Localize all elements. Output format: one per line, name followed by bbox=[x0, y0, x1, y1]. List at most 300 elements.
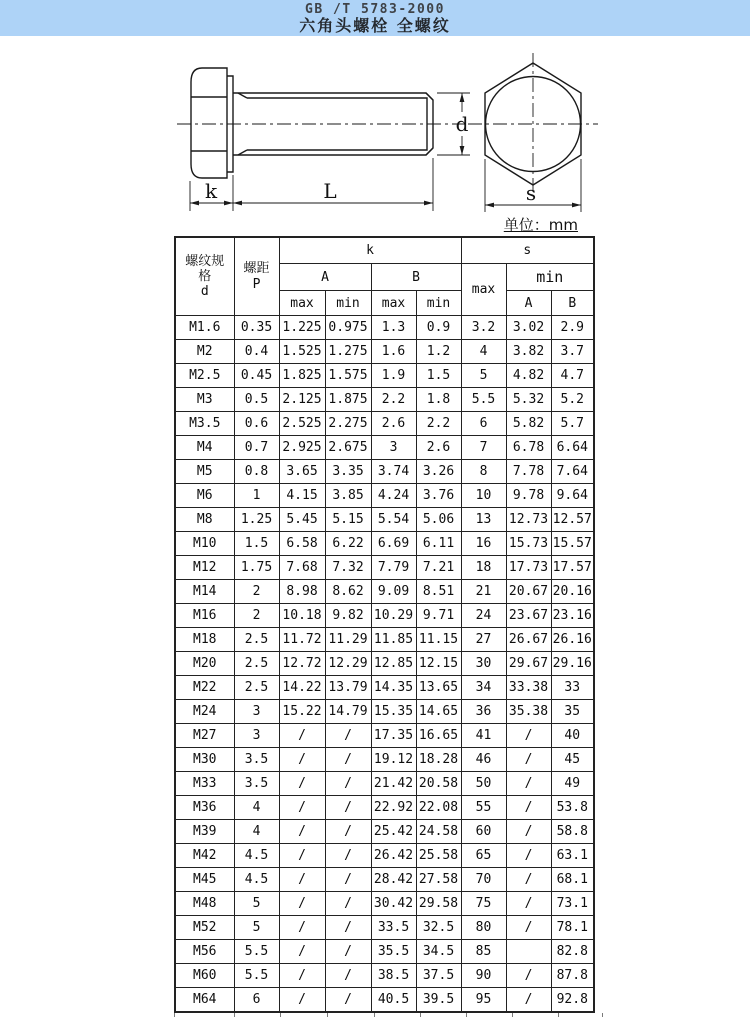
cell-k-b-max: 30.42 bbox=[371, 892, 416, 916]
table-row bbox=[175, 556, 594, 580]
cell-s-min-b: 33 bbox=[551, 676, 594, 700]
cell-s-max: 8 bbox=[461, 460, 506, 484]
cell-k-a-min: 1.575 bbox=[325, 364, 371, 388]
cell-k-a-min: / bbox=[325, 940, 371, 964]
cell-k-a-min: / bbox=[325, 844, 371, 868]
cell-k-a-max: / bbox=[279, 748, 325, 772]
cell-p: 0.6 bbox=[234, 412, 279, 436]
cell-k-a-max: 12.72 bbox=[279, 652, 325, 676]
cell-k-b-min: 1.5 bbox=[416, 364, 461, 388]
cell-k-b-max: 7.79 bbox=[371, 556, 416, 580]
cell-d: M52 bbox=[175, 916, 234, 940]
cell-s-min-b: 5.2 bbox=[551, 388, 594, 412]
cell-k-a-min: 13.79 bbox=[325, 676, 371, 700]
cell-s-min-b: 58.8 bbox=[551, 820, 594, 844]
cell-k-a-max: / bbox=[279, 964, 325, 988]
cell-k-a-min: / bbox=[325, 916, 371, 940]
cell-d: M20 bbox=[175, 652, 234, 676]
page-title: 六角头螺栓 全螺纹 bbox=[299, 16, 451, 35]
cell-d: M45 bbox=[175, 868, 234, 892]
cell-s-max: 4 bbox=[461, 340, 506, 364]
cell-p: 2 bbox=[234, 580, 279, 604]
cell-p: 3.5 bbox=[234, 748, 279, 772]
cell-s-min-a bbox=[506, 940, 551, 964]
cell-k-b-max: 15.35 bbox=[371, 700, 416, 724]
cell-p: 0.35 bbox=[234, 316, 279, 340]
table-row bbox=[175, 844, 594, 868]
cell-d: M6 bbox=[175, 484, 234, 508]
cell-s-min-b: 63.1 bbox=[551, 844, 594, 868]
col-group-s: s bbox=[461, 237, 594, 264]
cell-k-b-max: 26.42 bbox=[371, 844, 416, 868]
cell-s-max: 18 bbox=[461, 556, 506, 580]
cell-d: M30 bbox=[175, 748, 234, 772]
cell-p: 2.5 bbox=[234, 652, 279, 676]
cut-off-row-ticks bbox=[174, 1013, 603, 1017]
cell-k-a-max: / bbox=[279, 772, 325, 796]
col-group-k: k bbox=[279, 237, 461, 264]
cell-k-b-min: 9.71 bbox=[416, 604, 461, 628]
cell-k-b-max: 3 bbox=[371, 436, 416, 460]
cell-k-a-max: / bbox=[279, 820, 325, 844]
cell-s-max: 80 bbox=[461, 916, 506, 940]
table-row bbox=[175, 676, 594, 700]
cell-d: M39 bbox=[175, 820, 234, 844]
cell-k-b-min: 16.65 bbox=[416, 724, 461, 748]
cell-k-a-min: / bbox=[325, 724, 371, 748]
cell-k-a-max: / bbox=[279, 988, 325, 1013]
cell-p: 0.4 bbox=[234, 340, 279, 364]
bolt-side-view bbox=[177, 68, 479, 211]
cell-k-b-max: 14.35 bbox=[371, 676, 416, 700]
cell-s-min-b: 78.1 bbox=[551, 916, 594, 940]
cell-s-min-a: 26.67 bbox=[506, 628, 551, 652]
cell-k-b-min: 39.5 bbox=[416, 988, 461, 1013]
cell-p: 5 bbox=[234, 892, 279, 916]
hex-head-end-view bbox=[468, 53, 598, 212]
cell-k-a-min: 3.35 bbox=[325, 460, 371, 484]
table-row bbox=[175, 772, 594, 796]
table-row bbox=[175, 508, 594, 532]
spec-line-2: 格 bbox=[198, 268, 212, 284]
cell-k-a-min: 1.875 bbox=[325, 388, 371, 412]
cell-k-b-min: 3.26 bbox=[416, 460, 461, 484]
cell-k-a-max: 11.72 bbox=[279, 628, 325, 652]
cell-k-b-max: 4.24 bbox=[371, 484, 416, 508]
cell-k-b-max: 1.6 bbox=[371, 340, 416, 364]
cell-s-min-a: / bbox=[506, 724, 551, 748]
cell-s-max: 65 bbox=[461, 844, 506, 868]
cell-p: 5.5 bbox=[234, 940, 279, 964]
cell-k-b-max: 3.74 bbox=[371, 460, 416, 484]
cell-k-b-max: 5.54 bbox=[371, 508, 416, 532]
cell-d: M5 bbox=[175, 460, 234, 484]
unit-note: 单位：mm bbox=[503, 216, 578, 234]
cell-p: 4.5 bbox=[234, 844, 279, 868]
cell-s-min-a: 6.78 bbox=[506, 436, 551, 460]
cell-s-max: 27 bbox=[461, 628, 506, 652]
cell-s-min-b: 20.16 bbox=[551, 580, 594, 604]
cell-s-max: 41 bbox=[461, 724, 506, 748]
cell-s-min-a: 29.67 bbox=[506, 652, 551, 676]
cell-k-b-min: 0.9 bbox=[416, 316, 461, 340]
table-row bbox=[175, 388, 594, 412]
cell-k-a-max: 10.18 bbox=[279, 604, 325, 628]
table-row bbox=[175, 868, 594, 892]
cell-k-a-max: / bbox=[279, 892, 325, 916]
cell-d: M16 bbox=[175, 604, 234, 628]
cell-s-min-a: / bbox=[506, 820, 551, 844]
cell-d: M12 bbox=[175, 556, 234, 580]
cell-s-max: 21 bbox=[461, 580, 506, 604]
cell-k-a-min: 14.79 bbox=[325, 700, 371, 724]
cell-s-min-a: 4.82 bbox=[506, 364, 551, 388]
spec-line-1: 螺纹规 bbox=[185, 253, 225, 269]
cell-k-a-max: / bbox=[279, 796, 325, 820]
cell-s-min-a: / bbox=[506, 988, 551, 1013]
cell-s-min-a: 33.38 bbox=[506, 676, 551, 700]
cell-s-max: 75 bbox=[461, 892, 506, 916]
cell-s-min-a: 5.82 bbox=[506, 412, 551, 436]
table-row bbox=[175, 892, 594, 916]
cell-k-a-min: 3.85 bbox=[325, 484, 371, 508]
cell-s-max: 55 bbox=[461, 796, 506, 820]
cell-s-min-a: / bbox=[506, 916, 551, 940]
col-header-pitch bbox=[234, 237, 279, 316]
cell-s-min-a: 9.78 bbox=[506, 484, 551, 508]
cell-k-a-min: 7.32 bbox=[325, 556, 371, 580]
cell-k-b-min: 25.58 bbox=[416, 844, 461, 868]
cell-k-a-min: 2.275 bbox=[325, 412, 371, 436]
table-row bbox=[175, 988, 594, 1013]
table-row bbox=[175, 364, 594, 388]
col-header-thread-spec bbox=[175, 237, 234, 316]
cell-s-min-b: 7.64 bbox=[551, 460, 594, 484]
cell-k-b-min: 32.5 bbox=[416, 916, 461, 940]
table-row bbox=[175, 652, 594, 676]
cell-k-a-min: / bbox=[325, 988, 371, 1013]
cell-p: 2.5 bbox=[234, 676, 279, 700]
cell-s-min-b: 87.8 bbox=[551, 964, 594, 988]
cell-k-b-max: 17.35 bbox=[371, 724, 416, 748]
cell-k-b-min: 1.2 bbox=[416, 340, 461, 364]
cell-k-b-min: 2.2 bbox=[416, 412, 461, 436]
cell-k-b-min: 12.15 bbox=[416, 652, 461, 676]
cell-k-b-min: 3.76 bbox=[416, 484, 461, 508]
cell-s-max: 7 bbox=[461, 436, 506, 460]
cell-k-a-min: / bbox=[325, 772, 371, 796]
cell-k-b-min: 37.5 bbox=[416, 964, 461, 988]
table-row bbox=[175, 820, 594, 844]
cell-k-b-min: 22.08 bbox=[416, 796, 461, 820]
spec-table bbox=[174, 236, 595, 1013]
pitch-line-1: 螺距 bbox=[243, 261, 270, 277]
cell-s-min-b: 40 bbox=[551, 724, 594, 748]
cell-k-b-min: 27.58 bbox=[416, 868, 461, 892]
cell-k-b-min: 1.8 bbox=[416, 388, 461, 412]
cell-s-max: 95 bbox=[461, 988, 506, 1013]
cell-k-a-min: 8.62 bbox=[325, 580, 371, 604]
table-row bbox=[175, 484, 594, 508]
cell-k-b-max: 25.42 bbox=[371, 820, 416, 844]
cell-k-b-min: 11.15 bbox=[416, 628, 461, 652]
cell-d: M3 bbox=[175, 388, 234, 412]
cell-d: M2 bbox=[175, 340, 234, 364]
cell-s-max: 30 bbox=[461, 652, 506, 676]
cell-k-b-max: 40.5 bbox=[371, 988, 416, 1013]
cell-k-a-min: 9.82 bbox=[325, 604, 371, 628]
cell-k-a-max: / bbox=[279, 916, 325, 940]
cell-s-min-b: 17.57 bbox=[551, 556, 594, 580]
cell-p: 2 bbox=[234, 604, 279, 628]
cell-k-a-min: 11.29 bbox=[325, 628, 371, 652]
cell-d: M14 bbox=[175, 580, 234, 604]
cell-k-a-max: 2.125 bbox=[279, 388, 325, 412]
cell-k-b-max: 1.3 bbox=[371, 316, 416, 340]
cell-k-b-min: 24.58 bbox=[416, 820, 461, 844]
cell-d: M10 bbox=[175, 532, 234, 556]
cell-d: M18 bbox=[175, 628, 234, 652]
cell-k-a-min: 5.15 bbox=[325, 508, 371, 532]
cell-s-max: 34 bbox=[461, 676, 506, 700]
cell-s-min-a: / bbox=[506, 772, 551, 796]
col-header-k-b-min: min bbox=[416, 291, 461, 316]
cell-k-a-max: 5.45 bbox=[279, 508, 325, 532]
col-group-k-A: A bbox=[279, 264, 371, 291]
table-row bbox=[175, 316, 594, 340]
cell-p: 0.8 bbox=[234, 460, 279, 484]
cell-k-b-max: 9.09 bbox=[371, 580, 416, 604]
cell-p: 3 bbox=[234, 724, 279, 748]
cell-p: 1 bbox=[234, 484, 279, 508]
cell-k-b-min: 6.11 bbox=[416, 532, 461, 556]
table-header-row-1 bbox=[175, 237, 594, 264]
cell-s-min-b: 5.7 bbox=[551, 412, 594, 436]
cell-s-max: 46 bbox=[461, 748, 506, 772]
cell-s-min-a: / bbox=[506, 964, 551, 988]
col-header-s-min-a: A bbox=[506, 291, 551, 316]
cell-s-max: 36 bbox=[461, 700, 506, 724]
col-header-k-a-min: min bbox=[325, 291, 371, 316]
cell-k-a-max: 7.68 bbox=[279, 556, 325, 580]
cell-s-min-b: 49 bbox=[551, 772, 594, 796]
cell-d: M3.5 bbox=[175, 412, 234, 436]
cell-k-b-max: 12.85 bbox=[371, 652, 416, 676]
cell-d: M56 bbox=[175, 940, 234, 964]
spec-line-3: d bbox=[200, 284, 209, 300]
cell-d: M33 bbox=[175, 772, 234, 796]
cell-d: M22 bbox=[175, 676, 234, 700]
cell-p: 1.25 bbox=[234, 508, 279, 532]
standard-header-strip bbox=[0, 0, 750, 36]
table-row bbox=[175, 700, 594, 724]
cell-d: M42 bbox=[175, 844, 234, 868]
cell-k-a-max: 4.15 bbox=[279, 484, 325, 508]
cell-k-b-max: 19.12 bbox=[371, 748, 416, 772]
cell-k-a-min: / bbox=[325, 964, 371, 988]
cell-p: 3 bbox=[234, 700, 279, 724]
cell-k-b-max: 21.42 bbox=[371, 772, 416, 796]
cell-k-a-min: / bbox=[325, 796, 371, 820]
cell-s-min-b: 82.8 bbox=[551, 940, 594, 964]
cell-d: M27 bbox=[175, 724, 234, 748]
cell-s-max: 5.5 bbox=[461, 388, 506, 412]
col-group-s-min: min bbox=[506, 264, 594, 291]
cell-s-min-a: 17.73 bbox=[506, 556, 551, 580]
cell-k-a-max: 3.65 bbox=[279, 460, 325, 484]
cell-d: M8 bbox=[175, 508, 234, 532]
cell-k-b-min: 8.51 bbox=[416, 580, 461, 604]
dim-label-L: L bbox=[323, 179, 337, 203]
cell-k-a-max: / bbox=[279, 724, 325, 748]
cell-k-a-max: 2.925 bbox=[279, 436, 325, 460]
dim-label-k: k bbox=[204, 179, 218, 203]
cell-d: M60 bbox=[175, 964, 234, 988]
cell-s-min-a: 3.82 bbox=[506, 340, 551, 364]
cell-k-a-min: / bbox=[325, 748, 371, 772]
cell-p: 5.5 bbox=[234, 964, 279, 988]
cell-p: 4 bbox=[234, 796, 279, 820]
cell-d: M4 bbox=[175, 436, 234, 460]
cell-s-min-b: 6.64 bbox=[551, 436, 594, 460]
cell-s-min-b: 29.16 bbox=[551, 652, 594, 676]
table-row bbox=[175, 916, 594, 940]
cell-k-b-min: 7.21 bbox=[416, 556, 461, 580]
cell-s-min-a: 15.73 bbox=[506, 532, 551, 556]
cell-k-a-max: 1.825 bbox=[279, 364, 325, 388]
cell-k-b-max: 2.2 bbox=[371, 388, 416, 412]
cell-d: M36 bbox=[175, 796, 234, 820]
cell-k-b-max: 2.6 bbox=[371, 412, 416, 436]
cell-s-min-a: / bbox=[506, 868, 551, 892]
cell-k-a-min: / bbox=[325, 820, 371, 844]
cell-s-min-b: 12.57 bbox=[551, 508, 594, 532]
cell-s-min-a: 7.78 bbox=[506, 460, 551, 484]
cell-k-b-max: 6.69 bbox=[371, 532, 416, 556]
cell-s-max: 85 bbox=[461, 940, 506, 964]
col-group-k-B: B bbox=[371, 264, 461, 291]
cell-k-b-max: 38.5 bbox=[371, 964, 416, 988]
cell-k-a-max: 14.22 bbox=[279, 676, 325, 700]
cell-k-a-max: 15.22 bbox=[279, 700, 325, 724]
table-row bbox=[175, 628, 594, 652]
table-row bbox=[175, 436, 594, 460]
table-row bbox=[175, 532, 594, 556]
pitch-line-2: P bbox=[252, 276, 261, 292]
cell-s-min-b: 35 bbox=[551, 700, 594, 724]
cell-k-a-max: 2.525 bbox=[279, 412, 325, 436]
cell-k-a-min: 12.29 bbox=[325, 652, 371, 676]
cell-k-a-max: 8.98 bbox=[279, 580, 325, 604]
cell-k-a-max: 1.525 bbox=[279, 340, 325, 364]
cell-k-b-min: 34.5 bbox=[416, 940, 461, 964]
cell-s-min-b: 3.7 bbox=[551, 340, 594, 364]
cell-s-min-b: 92.8 bbox=[551, 988, 594, 1013]
cell-s-min-b: 9.64 bbox=[551, 484, 594, 508]
cell-k-a-max: / bbox=[279, 844, 325, 868]
cell-k-b-min: 13.65 bbox=[416, 676, 461, 700]
cell-s-max: 3.2 bbox=[461, 316, 506, 340]
cell-p: 6 bbox=[234, 988, 279, 1013]
cell-s-min-b: 4.7 bbox=[551, 364, 594, 388]
cell-s-min-b: 23.16 bbox=[551, 604, 594, 628]
cell-p: 4.5 bbox=[234, 868, 279, 892]
cell-s-min-a: 20.67 bbox=[506, 580, 551, 604]
cell-s-min-b: 15.57 bbox=[551, 532, 594, 556]
cell-p: 2.5 bbox=[234, 628, 279, 652]
cell-s-min-a: 5.32 bbox=[506, 388, 551, 412]
cell-s-min-b: 2.9 bbox=[551, 316, 594, 340]
cell-s-max: 60 bbox=[461, 820, 506, 844]
cell-d: M24 bbox=[175, 700, 234, 724]
cell-k-b-max: 33.5 bbox=[371, 916, 416, 940]
cell-k-a-min: 2.675 bbox=[325, 436, 371, 460]
cell-k-b-max: 22.92 bbox=[371, 796, 416, 820]
cell-p: 1.75 bbox=[234, 556, 279, 580]
cell-k-b-min: 20.58 bbox=[416, 772, 461, 796]
cell-k-b-min: 29.58 bbox=[416, 892, 461, 916]
cell-k-b-min: 5.06 bbox=[416, 508, 461, 532]
cell-s-min-a: / bbox=[506, 892, 551, 916]
cell-k-b-min: 2.6 bbox=[416, 436, 461, 460]
standard-number: GB /T 5783-2000 bbox=[305, 2, 445, 17]
cell-k-a-max: / bbox=[279, 940, 325, 964]
cell-p: 1.5 bbox=[234, 532, 279, 556]
table-row bbox=[175, 460, 594, 484]
col-header-s-min-b: B bbox=[551, 291, 594, 316]
cell-k-b-min: 18.28 bbox=[416, 748, 461, 772]
cell-k-a-min: / bbox=[325, 868, 371, 892]
cell-p: 3.5 bbox=[234, 772, 279, 796]
cell-s-max: 13 bbox=[461, 508, 506, 532]
cell-s-max: 50 bbox=[461, 772, 506, 796]
dim-label-d: d bbox=[455, 112, 469, 136]
col-header-s-max: max bbox=[461, 264, 506, 316]
table-row bbox=[175, 412, 594, 436]
centerline-end bbox=[468, 53, 598, 195]
cell-s-max: 6 bbox=[461, 412, 506, 436]
cell-s-min-a: / bbox=[506, 748, 551, 772]
cell-s-max: 16 bbox=[461, 532, 506, 556]
cell-k-b-max: 1.9 bbox=[371, 364, 416, 388]
cell-k-b-max: 10.29 bbox=[371, 604, 416, 628]
col-header-k-b-max: max bbox=[371, 291, 416, 316]
cell-k-b-max: 28.42 bbox=[371, 868, 416, 892]
cell-s-max: 24 bbox=[461, 604, 506, 628]
cell-p: 0.45 bbox=[234, 364, 279, 388]
cell-s-min-a: 23.67 bbox=[506, 604, 551, 628]
cell-s-min-a: 12.73 bbox=[506, 508, 551, 532]
spec-table-body bbox=[175, 316, 594, 1013]
cell-s-min-b: 68.1 bbox=[551, 868, 594, 892]
cell-k-a-min: 1.275 bbox=[325, 340, 371, 364]
cell-s-min-b: 45 bbox=[551, 748, 594, 772]
dim-label-s: s bbox=[525, 181, 537, 205]
table-row bbox=[175, 340, 594, 364]
table-row bbox=[175, 580, 594, 604]
cell-d: M2.5 bbox=[175, 364, 234, 388]
cell-k-b-min: 14.65 bbox=[416, 700, 461, 724]
cell-k-b-max: 11.85 bbox=[371, 628, 416, 652]
cell-k-a-min: 0.975 bbox=[325, 316, 371, 340]
cell-s-min-b: 53.8 bbox=[551, 796, 594, 820]
cell-p: 4 bbox=[234, 820, 279, 844]
cell-k-b-max: 35.5 bbox=[371, 940, 416, 964]
cell-s-max: 5 bbox=[461, 364, 506, 388]
table-row bbox=[175, 940, 594, 964]
table-row bbox=[175, 796, 594, 820]
cell-d: M48 bbox=[175, 892, 234, 916]
